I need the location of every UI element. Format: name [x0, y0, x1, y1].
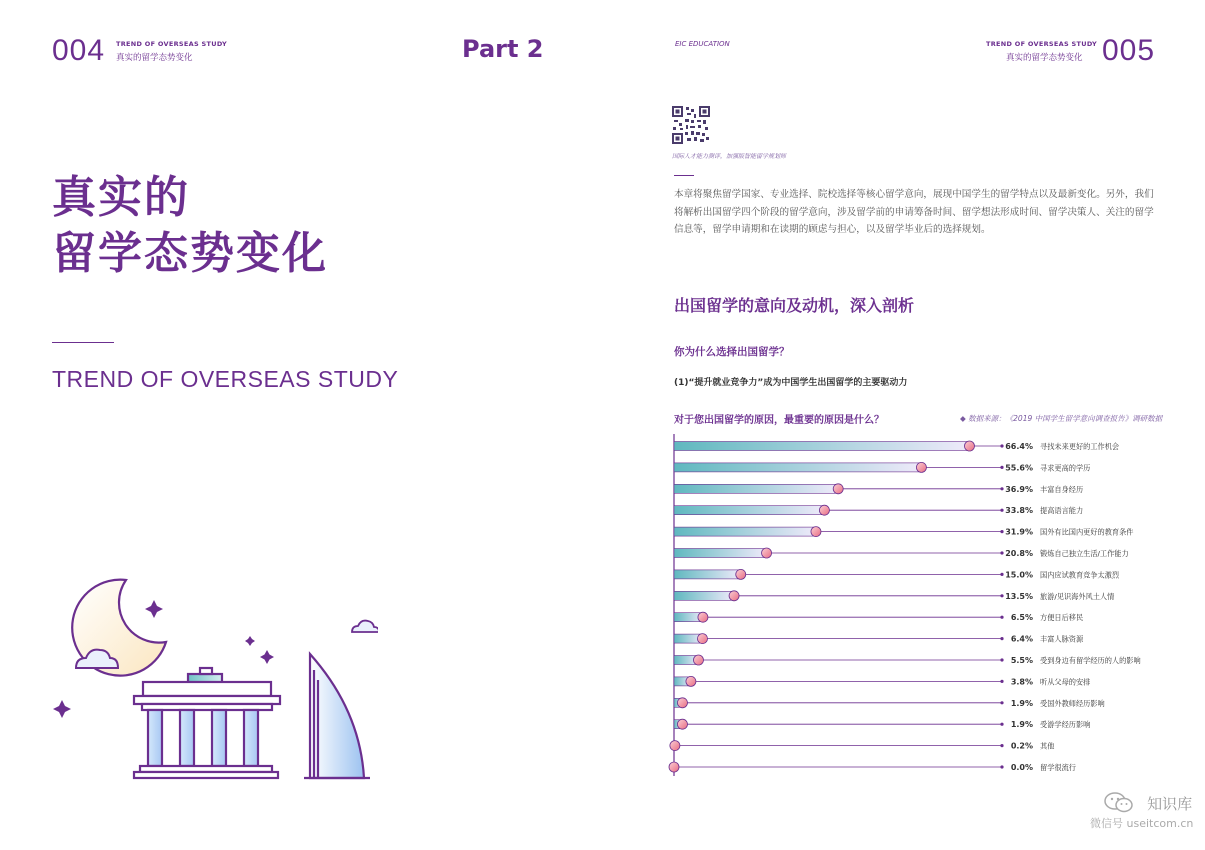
gate-icon — [134, 668, 280, 778]
bar-end-dot — [916, 462, 926, 472]
bar-category-label: 寻找未来更好的工作机会 — [1040, 442, 1120, 451]
chapter-title-line1: 真实的 — [52, 172, 190, 223]
bar-category-label: 寻求更高的学历 — [1040, 463, 1091, 473]
bar-end-dot — [819, 505, 829, 515]
bar-leader-end — [1000, 551, 1003, 554]
bar — [674, 463, 921, 472]
bar-value-label: 1.9% — [1010, 720, 1033, 730]
bar-leader-end — [1000, 658, 1003, 661]
bar-category-label: 其他 — [1040, 741, 1055, 751]
bar-value-label: 0.2% — [1010, 741, 1033, 751]
data-source: ◆ 数据来源：《2019 中国学生留学意向调查报告》调研数据 — [960, 414, 1163, 423]
bar-category-label: 旅游/见识海外风土人情 — [1040, 591, 1115, 601]
header-en-left: TREND OF OVERSEAS STUDY — [116, 40, 228, 48]
bar — [674, 484, 838, 493]
question-heading: 你为什么选择出国留学？ — [674, 346, 790, 358]
bar-end-dot — [736, 569, 746, 579]
title-divider — [52, 342, 114, 343]
bar-category-label: 国内应试教育竞争太激烈 — [1040, 570, 1120, 580]
bar-category-label: 受国外教师经历影响 — [1040, 698, 1105, 708]
chapter-title — [52, 170, 328, 282]
bar-leader-end — [1000, 466, 1003, 469]
bar-value-label: 5.5% — [1010, 656, 1033, 665]
bar — [674, 442, 969, 451]
chapter-title-line2: 留学态势变化 — [52, 228, 328, 279]
bar-leader-end — [1000, 616, 1003, 619]
bar-leader-end — [1000, 680, 1003, 683]
bar-value-label: 6.5% — [1010, 613, 1033, 623]
chart-question: 对于您出国留学的原因，最重要的原因是什么？ — [674, 415, 884, 426]
bar-category-label: 国外有比国内更好的教育条件 — [1040, 527, 1134, 537]
bar-end-dot — [670, 741, 680, 751]
bar-value-label: 31.9% — [1005, 527, 1033, 537]
header-cn-left: 真实的留学态势变化 — [116, 53, 193, 63]
bar — [674, 591, 734, 600]
bar-value-label: 15.0% — [1005, 570, 1033, 580]
watermark-wechat-id: 微信号 useitcom.cn — [1090, 817, 1194, 830]
bar-leader-end — [1000, 487, 1003, 490]
bar-end-dot — [677, 719, 687, 729]
bar-leader-end — [1000, 509, 1003, 512]
intro-paragraph: 本章将聚焦留学国家、专业选择、院校选择等核心留学意向，展现中国学生的留学特点以及最新变化。另外，我们将解析出国留学四个阶段的留学意向，涉及留学前的申请筹备时间、留学想法形成时间、留学决策人、关注的留学信息等，留学申请期和在读期的顾虑与担心，以及留学毕业后的选择规划。 — [674, 189, 1154, 235]
bar-value-label: 3.8% — [1010, 677, 1033, 687]
bar — [674, 527, 816, 536]
intro-divider — [674, 175, 694, 176]
bar-category-label: 受游学经历影响 — [1040, 720, 1091, 730]
page-number-left: 004 — [52, 34, 106, 67]
header-cn-right: 真实的留学态势变化 — [1006, 53, 1083, 63]
bar-leader-end — [1000, 723, 1003, 726]
bar-end-dot — [686, 676, 696, 686]
bar-leader-end — [1000, 573, 1003, 576]
reasons-bar-chart — [660, 430, 1160, 780]
bar — [674, 549, 767, 558]
section-title: 出国留学的意向及动机，深入剖析 — [674, 296, 915, 315]
bar-category-label: 丰富自身经历 — [1040, 484, 1084, 494]
header-en-right: TREND OF OVERSEAS STUDY — [986, 40, 1098, 48]
landmark-illustration — [48, 570, 378, 785]
bar — [674, 506, 824, 515]
bar-value-label: 33.8% — [1005, 506, 1033, 516]
bar-end-dot — [697, 634, 707, 644]
bar-category-label: 锻炼自己独立生活/工作能力 — [1040, 549, 1129, 558]
bar-value-label: 1.9% — [1010, 698, 1033, 708]
bar-leader-end — [1000, 530, 1003, 533]
bar-end-dot — [693, 655, 703, 665]
bar-leader-end — [1000, 594, 1003, 597]
bar-end-dot — [677, 698, 687, 708]
bar-category-label: 提高语言能力 — [1040, 506, 1084, 516]
finding-heading: (1)“提升就业竞争力”成为中国学生出国留学的主要驱动力 — [674, 378, 908, 388]
wechat-icon — [1104, 792, 1134, 814]
bar-category-label: 受到身边有留学经历的人的影响 — [1040, 656, 1141, 665]
bar-end-dot — [729, 591, 739, 601]
bar — [674, 570, 741, 579]
chapter-subtitle-en: TREND OF OVERSEAS STUDY — [52, 366, 399, 392]
bar-leader-end — [1000, 765, 1003, 768]
bar-category-label: 丰富人脉资源 — [1040, 634, 1084, 644]
bar-end-dot — [669, 762, 679, 772]
bar-value-label: 6.4% — [1010, 634, 1033, 644]
bar-leader-end — [1000, 444, 1003, 447]
bar-end-dot — [698, 612, 708, 622]
bar-leader-end — [1000, 701, 1003, 704]
part-label: Part 2 — [462, 35, 544, 63]
bar-value-label: 36.9% — [1005, 484, 1033, 494]
watermark-name: 知识库 — [1147, 794, 1193, 813]
cloud-small-icon — [352, 621, 378, 632]
qr-code[interactable] — [672, 106, 710, 144]
bar-value-label: 13.5% — [1005, 591, 1033, 601]
bar-end-dot — [762, 548, 772, 558]
sail-tower-icon — [304, 654, 370, 778]
bar-value-label: 0.0% — [1010, 763, 1033, 772]
bar-value-label: 20.8% — [1005, 549, 1033, 558]
bar-end-dot — [964, 441, 974, 451]
watermark — [1104, 792, 1192, 814]
brand-label: EIC EDUCATION — [675, 40, 730, 48]
bar-value-label: 55.6% — [1005, 463, 1033, 473]
qr-caption: 国际人才能力测评，加强版智能留学规划师 — [672, 153, 787, 160]
bar-end-dot — [833, 484, 843, 494]
bar-leader-end — [1000, 744, 1003, 747]
page-number-right: 005 — [1102, 34, 1156, 67]
bar-category-label: 方便日后移民 — [1040, 613, 1084, 623]
bar-end-dot — [811, 527, 821, 537]
bar-category-label: 听从父母的安排 — [1040, 677, 1091, 687]
bar-value-label: 66.4% — [1005, 442, 1033, 451]
bar-category-label: 留学很流行 — [1040, 763, 1076, 772]
bar-leader-end — [1000, 637, 1003, 640]
